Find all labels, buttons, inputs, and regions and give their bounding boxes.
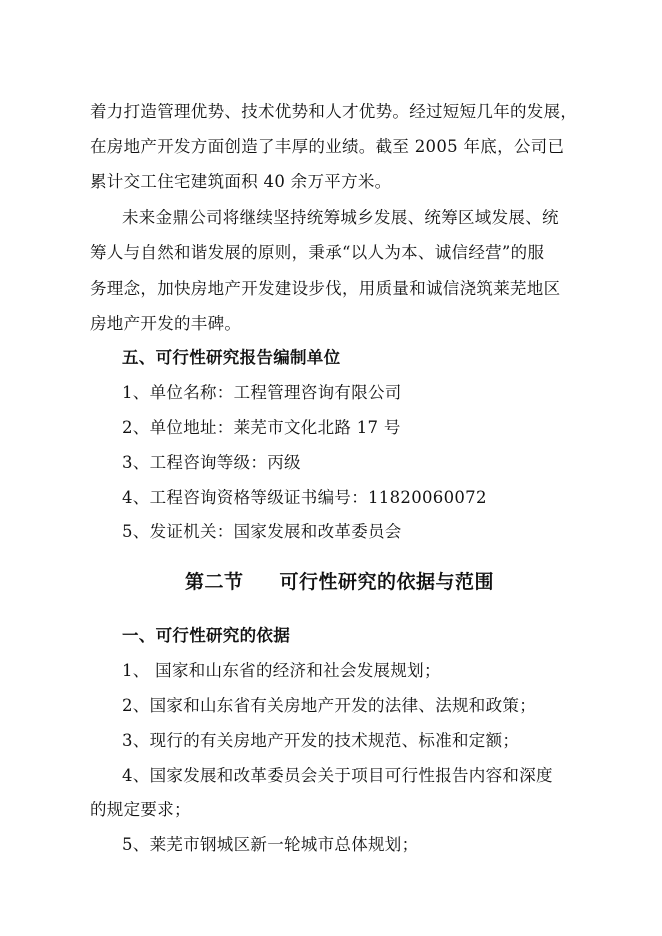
paragraph1-line-3: 累计交工住宅建筑面积 40 余万平方米。 <box>90 172 392 191</box>
section5-item-1: 1、单位名称：工程管理咨询有限公司 <box>122 383 402 402</box>
section5-item-5: 5、发证机关：国家发展和改革委员会 <box>122 522 402 541</box>
chapter-title <box>185 571 494 593</box>
basis-item-4-continued: 的规定要求； <box>90 800 191 819</box>
section5-item-2: 2、单位地址：莱芜市文化北路 17 号 <box>122 418 401 437</box>
paragraph2-line-4: 房地产开发的丰碑。 <box>90 314 242 333</box>
basis-item-5: 5、莱芜市钢城区新一轮城市总体规划； <box>122 835 419 854</box>
basis-item-3: 3、现行的有关房地产开发的技术规范、标准和定额； <box>122 731 520 750</box>
paragraph1-line-1: 着力打造管理优势、技术优势和人才优势。经过短短几年的发展， <box>90 102 578 121</box>
basis-item-2: 2、国家和山东省有关房地产开发的法律、法规和政策； <box>122 696 536 715</box>
chapter-title-text: 可行性研究的依据与范围 <box>279 571 495 593</box>
paragraph1-line-2: 在房地产开发方面创造了丰厚的业绩。截至 2005 年底，公司已 <box>90 137 565 156</box>
paragraph2-line-2: 筹人与自然和谐发展的原则，秉承“以人为本、诚信经营”的服 <box>90 243 545 262</box>
paragraph2-line-3: 务理念，加快房地产开发建设步伐，用质量和诚信浇筑莱芜地区 <box>90 279 561 298</box>
basis-item-4: 4、国家发展和改革委员会关于项目可行性报告内容和深度 <box>122 766 553 785</box>
basis-heading: 一、可行性研究的依据 <box>122 626 290 645</box>
paragraph2-line-1: 未来金鼎公司将继续坚持统筹城乡发展、统筹区域发展、统 <box>122 208 559 227</box>
section5-heading: 五、可行性研究报告编制单位 <box>122 348 341 367</box>
section5-item-4: 4、工程咨询资格等级证书编号：11820060072 <box>122 488 487 507</box>
section5-item-3: 3、工程咨询等级：丙级 <box>122 453 301 472</box>
basis-item-1: 1、 国家和山东省的经济和社会发展规划； <box>122 661 441 680</box>
chapter-number: 第二节 <box>185 571 244 593</box>
